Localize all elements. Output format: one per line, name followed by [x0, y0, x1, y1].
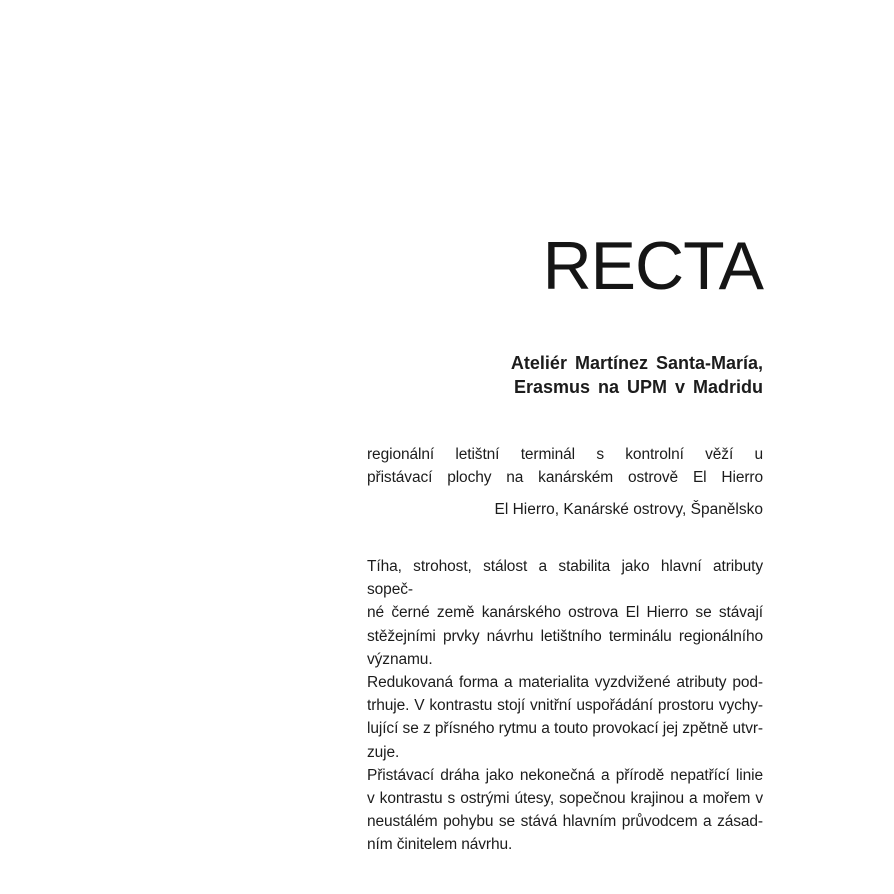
page-title: RECTA [542, 228, 763, 304]
body-line: v kontrastu s ostrými útesy, sopečnou krajinou a mořem v [367, 790, 763, 808]
body-line: lující se z přísného rytmu a touto provokací jej zpětně utvr- [367, 720, 763, 738]
project-description [367, 443, 763, 489]
body-line: Tíha, strohost, stálost a stabilita jako hlavní atributy sopeč- [367, 558, 763, 599]
byline-line-1: Ateliér Martínez Santa-María, [510, 353, 763, 373]
body-line: Redukovaná forma a materialita vyzdvižené atributy pod- [367, 674, 763, 692]
body-line: ním činitelem návrhu. [367, 836, 513, 854]
byline-line-2: Erasmus na UPM v Madridu [513, 377, 763, 397]
project-description-line-2: přistávací plochy na kanárském ostrově El Hierro [367, 469, 763, 487]
project-location: El Hierro, Kanárské ostrovy, Španělsko [494, 501, 763, 518]
body-line: stěžejními prvky návrhu letištního terminálu regionálního [367, 627, 763, 645]
body-line: né černé země kanárského ostrova El Hierro se stávají [367, 604, 763, 622]
body-line: neustálém pohybu se stává hlavním průvodcem a zásad- [367, 813, 763, 831]
body-line: Přistávací dráha jako nekonečná a přírodě nepatřící linie [367, 766, 763, 784]
body-line: trhuje. V kontrastu stojí vnitřní uspořádání prostoru vychy- [367, 697, 763, 715]
project-description-line-1: regionální letištní terminál s kontrolní věží u [367, 446, 763, 463]
body-line: zuje. [367, 743, 400, 761]
byline [367, 351, 763, 399]
text-column [367, 0, 763, 894]
body-text [367, 555, 763, 857]
body-line: významu. [367, 650, 433, 668]
